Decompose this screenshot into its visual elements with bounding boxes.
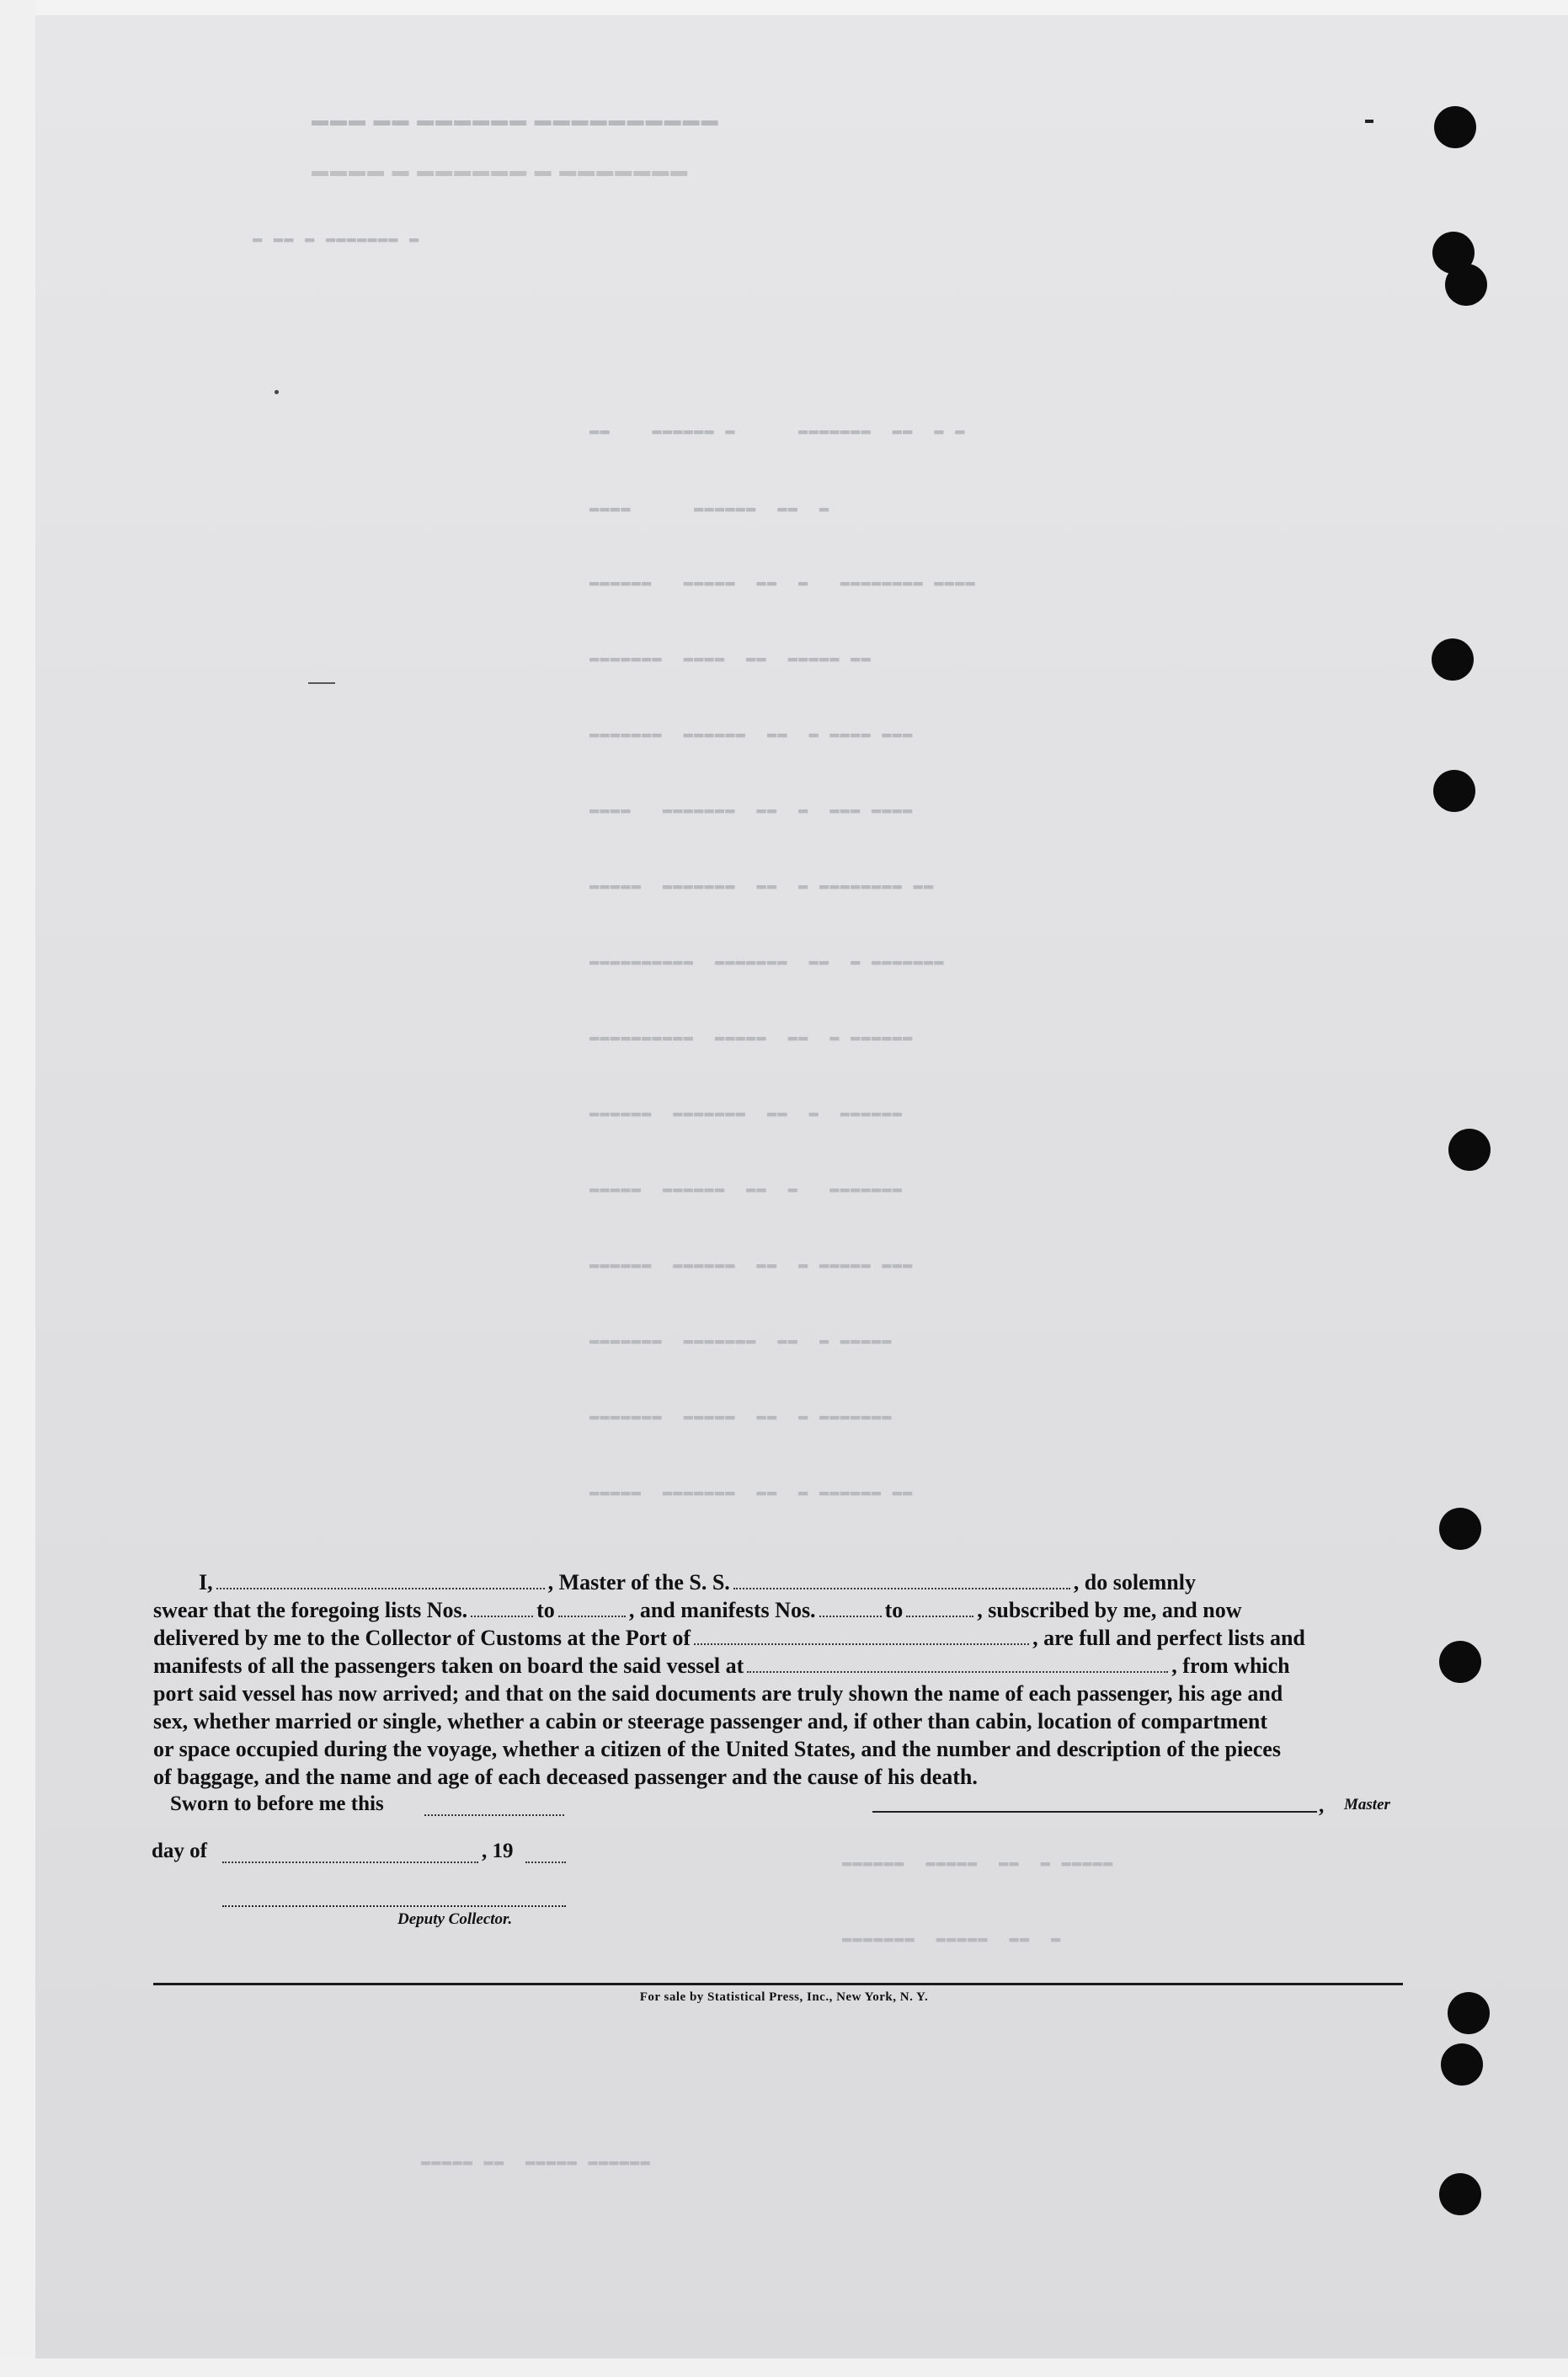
bleed-through-heading: ▬▬▬ ▬▬ ▬▬▬▬▬▬ ▬▬▬▬▬▬▬▬▬▬ <box>312 111 720 130</box>
master-oath <box>153 1568 1403 1791</box>
oath-text-7: or space occupied during the voyage, whether a citizen of the United States, and the number and description of the pieces <box>153 1737 1281 1761</box>
bleed-through-row: ▬▬▬▬▬▬▬▬▬▬ ▬▬▬▬▬ ▬▬ ▬ ▬▬▬▬▬▬ <box>589 1028 914 1046</box>
bleed-through-row: ▬▬▬▬▬▬▬▬▬▬ ▬▬▬▬▬▬▬ ▬▬ ▬ ▬▬▬▬▬▬▬ <box>589 952 945 970</box>
oath-line-5 <box>153 1680 1403 1707</box>
punch-hole <box>1448 1129 1491 1171</box>
oath-do-solemnly: , do solemnly <box>1073 1570 1196 1594</box>
departure-port-blank[interactable] <box>747 1656 1168 1673</box>
oath-to: to <box>536 1598 555 1622</box>
oath-master-of-ss: , Master of the S. S. <box>547 1570 730 1594</box>
manifests-to-blank[interactable] <box>906 1600 973 1617</box>
bleed-through-row: ▬▬▬▬▬▬▬ ▬▬▬▬▬ ▬▬ ▬ ▬▬▬▬▬▬▬ <box>589 1407 893 1425</box>
sworn-label: Sworn to before me this <box>170 1792 384 1815</box>
oath-full-perfect: , are full and perfect lists and <box>1032 1626 1305 1650</box>
oath-line-2 <box>153 1596 1403 1624</box>
bleed-through-row: ▬▬▬▬▬ ▬▬▬▬▬▬▬ ▬▬ ▬ ▬▬▬▬▬▬ ▬▬ <box>589 1482 914 1501</box>
oath-collector: delivered by me to the Collector of Customs at the Port of <box>153 1626 691 1650</box>
bleed-through-row: ▬▬▬▬▬▬▬ ▬▬▬▬▬▬▬ ▬▬ ▬ ▬▬▬▬▬ <box>589 1331 893 1349</box>
ink-dash <box>275 390 279 394</box>
oath-line-3 <box>153 1624 1403 1652</box>
bleed-through-heading: ▬▬▬▬ ▬ ▬▬▬▬▬▬ ▬ ▬▬▬▬▬▬▬ <box>312 162 690 180</box>
bleed-through-row: ▬▬▬▬▬ ▬▬▬▬▬▬ ▬▬ ▬ ▬▬▬▬▬▬▬ <box>589 1179 904 1198</box>
lists-to-blank[interactable] <box>558 1600 626 1617</box>
oath-line-6 <box>153 1707 1403 1735</box>
bleed-through-row: ▬ ▬▬ ▬ ▬▬▬▬▬▬▬ ▬ <box>253 229 420 248</box>
punch-hole <box>1433 770 1475 812</box>
punch-hole <box>1439 1641 1481 1683</box>
oath-text-5: port said vessel has now arrived; and that on the said documents are truly shown the name of each passenger, his age and <box>153 1681 1283 1706</box>
oath-manifests-nos: , and manifests Nos. <box>628 1598 816 1622</box>
port-blank[interactable] <box>694 1628 1029 1645</box>
master-signature-line[interactable] <box>872 1811 1317 1813</box>
deputy-collector-label: Deputy Collector. <box>397 1910 513 1928</box>
sworn-date-blank[interactable] <box>424 1799 564 1816</box>
year-blank[interactable] <box>525 1846 566 1863</box>
lists-from-blank[interactable] <box>471 1600 533 1617</box>
page-edge-left <box>0 0 35 2377</box>
oath-i: I, <box>199 1570 213 1594</box>
oath-lists-nos: swear that the foregoing lists Nos. <box>153 1598 468 1622</box>
oath-text-6: sex, whether married or single, whether a cabin or steerage passenger and, if other than cabin, location of compartment <box>153 1709 1267 1733</box>
oath-from-which: , from which <box>1171 1653 1290 1678</box>
bleed-through-row: ▬▬▬▬▬▬▬ ▬▬▬▬▬▬ ▬▬ ▬ ▬▬▬▬ ▬▬▬ <box>589 724 914 743</box>
oath-line-4 <box>153 1652 1403 1680</box>
day-of-label: day of <box>152 1840 207 1862</box>
printer-footer: For sale by Statistical Press, Inc., New York, N. Y. <box>639 1990 929 2004</box>
oath-subscribed: , subscribed by me, and now <box>977 1598 1242 1622</box>
bleed-through-row: ▬▬▬▬▬ ▬▬ ▬▬▬▬▬ ▬▬▬▬▬▬ <box>421 2152 651 2171</box>
page-edge-bottom <box>0 2358 1568 2377</box>
oath-text-8: of baggage, and the name and age of each deceased passenger and the cause of his death. <box>153 1765 978 1789</box>
master-label: Master <box>1344 1796 1390 1813</box>
ship-name-blank[interactable] <box>733 1573 1070 1589</box>
bleed-through-row: ▬▬▬▬▬▬ ▬▬▬▬▬ ▬▬ ▬ ▬▬▬▬▬ <box>842 1853 1114 1872</box>
manifests-from-blank[interactable] <box>819 1600 882 1617</box>
footer-rule <box>153 1983 1403 1985</box>
bleed-through-row: ▬▬▬▬ ▬▬▬▬▬▬▬ ▬▬ ▬ ▬▬▬ ▬▬▬▬ <box>589 800 914 819</box>
oath-line-7 <box>153 1735 1403 1763</box>
master-name-blank[interactable] <box>216 1573 545 1589</box>
punch-hole <box>1441 2043 1483 2086</box>
punch-hole <box>1432 638 1474 681</box>
bleed-through-row: ▬▬▬▬▬ ▬▬▬▬▬▬▬ ▬▬ ▬ ▬▬▬▬▬▬▬▬ ▬▬ <box>589 876 935 895</box>
deputy-signature-line[interactable] <box>222 1905 566 1907</box>
punch-hole <box>1439 2173 1481 2215</box>
page-edge-top <box>0 0 1568 15</box>
bleed-through-row: ▬▬▬▬▬▬▬ ▬▬▬▬▬ ▬▬ ▬ <box>842 1929 1062 1947</box>
bleed-through-row: ▬▬▬▬▬▬ ▬▬▬▬▬▬▬ ▬▬ ▬ ▬▬▬▬▬▬ <box>589 1103 904 1122</box>
year-label: , 19 <box>482 1840 514 1862</box>
oath-line-8 <box>153 1763 1403 1791</box>
bleed-through-row: ▬▬▬▬ ▬▬▬▬▬▬ ▬▬ ▬ <box>589 499 830 517</box>
day-of-blank[interactable] <box>222 1846 478 1863</box>
master-comma: , <box>1319 1794 1325 1817</box>
bleed-through-row: ▬▬ ▬▬▬▬▬▬ ▬ ▬▬▬▬▬▬▬ ▬▬ ▬ ▬ <box>589 421 966 440</box>
punch-hole <box>1445 264 1487 306</box>
oath-manifests-of-all: manifests of all the passengers taken on board the said vessel at <box>153 1653 744 1678</box>
bleed-through-row: ▬▬▬▬▬▬▬ ▬▬▬▬ ▬▬ ▬▬▬▬▬ ▬▬ <box>589 649 872 667</box>
oath-to-2: to <box>884 1598 904 1622</box>
punch-hole <box>1439 1508 1481 1550</box>
bleed-through-row: ▬▬▬▬▬▬ ▬▬▬▬▬ ▬▬ ▬ ▬▬▬▬▬▬▬▬ ▬▬▬▬ <box>589 573 976 591</box>
bleed-through-row: ▬▬▬▬▬▬ ▬▬▬▬▬▬ ▬▬ ▬ ▬▬▬▬▬ ▬▬▬ <box>589 1255 914 1274</box>
punch-hole <box>1434 106 1476 148</box>
oath-line-1 <box>153 1568 1403 1596</box>
ink-dash <box>308 682 335 684</box>
ink-dash <box>1365 120 1373 123</box>
